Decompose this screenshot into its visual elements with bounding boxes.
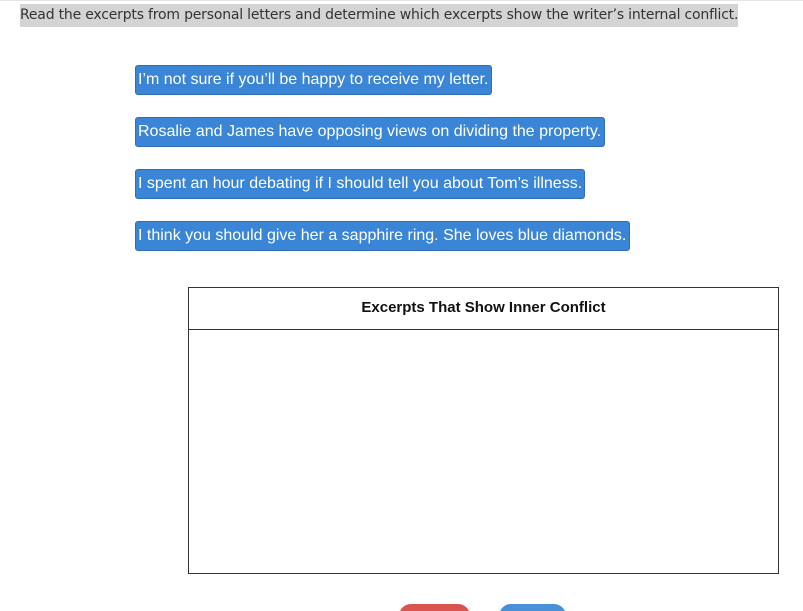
drop-target-table <box>188 287 779 574</box>
instruction-text: Read the excerpts from personal letters and determine which excerpts show the writer’s internal conflict. <box>20 4 738 27</box>
draggable-excerpt-tile[interactable]: I spent an hour debating if I should tell you about Tom’s illness. <box>135 169 585 199</box>
top-divider <box>0 0 803 1</box>
drop-target-header: Excerpts That Show Inner Conflict <box>189 288 778 330</box>
draggable-excerpt-tile[interactable]: Rosalie and James have opposing views on dividing the property. <box>135 117 605 147</box>
submit-button[interactable] <box>499 604 566 611</box>
draggable-excerpt-tile[interactable]: I’m not sure if you’ll be happy to receive my letter. <box>135 65 492 95</box>
drop-zone[interactable] <box>189 330 778 573</box>
reset-button[interactable] <box>399 604 470 611</box>
draggable-excerpt-tile[interactable]: I think you should give her a sapphire ring. She loves blue diamonds. <box>135 221 630 251</box>
